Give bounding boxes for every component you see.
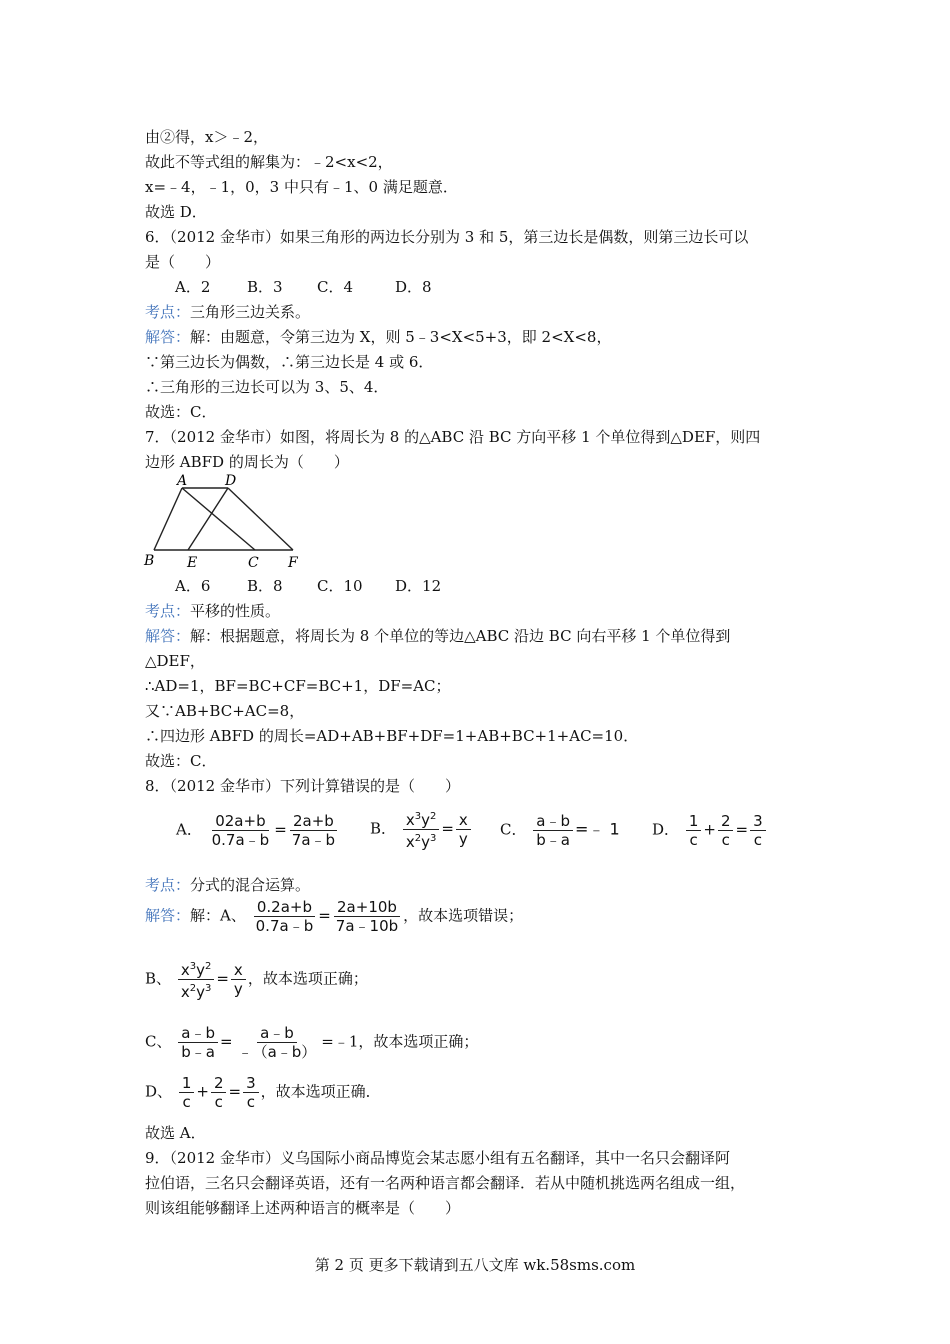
option: A．2	[175, 278, 211, 296]
option: B．3	[247, 278, 283, 296]
jieda-label: 解答：	[145, 906, 191, 925]
question-7-cont: 边形 ABFD 的周长为（ ）	[145, 453, 349, 471]
kaodian-text: 三角形三边关系。	[190, 303, 311, 321]
fraction: $\frac{a﹣b}{b﹣a}$	[533, 812, 573, 849]
text-line: △DEF，	[145, 652, 205, 670]
fraction: $\frac{2a+b}{7a﹣b}$	[291, 812, 336, 849]
text-line: ∴AD=1，BF=BC+CF=BC+1，DF=AC；	[145, 677, 451, 695]
segment-df	[228, 488, 293, 550]
question-8: 8．（2012 金华市）下列计算错误的是（ ）	[145, 777, 460, 795]
text-line: 故选：C．	[145, 752, 217, 770]
solution-b: B、 $\frac{x^3y^2}{x^2y^3}$ = $\frac{x}{y}$ ，故本选项正确；	[145, 958, 368, 1001]
fraction: $\frac{2}{c}$	[211, 1074, 227, 1111]
question-9-cont: 则该组能够翻译上述两种语言的概率是（ ）	[145, 1199, 461, 1217]
jieda	[145, 326, 611, 348]
fraction: $\frac{3}{c}$	[243, 1074, 259, 1111]
jieda	[145, 625, 730, 647]
solution-d: D、 $\frac{1}{c}$ + $\frac{2}{c}$ = $\frac{3}{c}$ ，故本选项正确．	[145, 1074, 381, 1111]
fraction: $\frac{x^3y^2}{x^2y^3}$	[403, 808, 440, 851]
fraction: $\frac{2a+10b}{7a﹣10b}$	[335, 898, 399, 935]
fraction: $\frac{1}{c}$	[179, 1074, 195, 1111]
segment-ab	[154, 488, 182, 550]
kaodian-text: 分式的混合运算。	[190, 876, 311, 894]
solution-a: 解答：解：A、 $\frac{0.2a+b}{0.7a﹣b}$ = $\frac{2a+10b}{7a﹣10b}$ ，故本选项错误；	[145, 898, 524, 935]
text-line: 由②得，x＞﹣2，	[145, 128, 269, 146]
label-a: A	[177, 473, 188, 489]
page-footer: 第 2 页 更多下载请到五八文库 wk.58sms.com	[314, 1256, 636, 1274]
fraction: $\frac{3}{c}$	[750, 812, 766, 849]
text-line: 故选：C．	[145, 403, 217, 421]
jieda-label: 解答：	[145, 328, 191, 346]
text-line: 故选 D．	[145, 203, 207, 221]
kaodian-label: 考点：	[145, 876, 191, 894]
jieda-label: 解答：	[145, 627, 191, 645]
question-9-cont: 拉伯语，三名只会翻译英语，还有一名两种语言都会翻译．若从中随机挑选两名组成一组，	[145, 1174, 746, 1192]
fraction: $\frac{a﹣b}{b﹣a}$	[178, 1024, 218, 1061]
jieda-text: 解：根据题意，将周长为 8 个单位的等边△ABC 沿边 BC 向右平移 1 个单位得到	[190, 627, 731, 645]
fraction: $\frac{1}{c}$	[686, 812, 702, 849]
question-7-options	[175, 575, 441, 597]
option: C．10	[317, 577, 363, 595]
fraction: $\frac{0.2a+b}{0.7a﹣b}$	[255, 898, 314, 935]
segment-ac	[182, 488, 255, 550]
kaodian-label: 考点：	[145, 303, 191, 321]
fraction: $\frac{a﹣b}{﹣(a﹣b)}$	[237, 1024, 317, 1061]
text-line: ∴四边形 ABFD 的周长=AD+AB+BF+DF=1+AB+BC+1+AC=10．	[145, 727, 639, 745]
text-line: 故此不等式组的解集为：﹣2<x<2，	[145, 153, 393, 171]
label-b: B	[144, 553, 155, 569]
option: D．12	[395, 577, 442, 595]
option-label: D．	[652, 820, 680, 839]
kaodian-label: 考点：	[145, 602, 191, 620]
question-6: 6．（2012 金华市）如果三角形的两边长分别为 3 和 5，第三边长是偶数，则第三边长可以	[145, 228, 749, 246]
kaodian	[145, 874, 310, 896]
label-e: E	[187, 555, 198, 571]
q8-option-d: D． $\frac{1}{c}$ + $\frac{2}{c}$ = $\frac{3}{c}$	[652, 812, 768, 849]
option-label: C．	[500, 820, 527, 839]
option: D．8	[395, 278, 432, 296]
text-line: 故选 A．	[145, 1124, 206, 1142]
label-c: C	[248, 555, 259, 571]
text-line: x=﹣4，﹣1，0，3 中只有﹣1、0 满足题意．	[145, 178, 458, 196]
solution-c: C、 $\frac{a﹣b}{b﹣a}$ = $\frac{a﹣b}{﹣(a﹣b)}$ =﹣1，故本选项正确；	[145, 1024, 479, 1061]
kaodian	[145, 301, 310, 323]
fraction: $\frac{x^3y^2}{x^2y^3}$	[178, 958, 215, 1001]
jieda-text: 解：由题意，令第三边为 X，则 5﹣3<X<5+3，即 2<X<8，	[190, 328, 612, 346]
kaodian-text: 平移的性质。	[190, 602, 281, 620]
question-6-cont: 是（ ）	[145, 253, 221, 271]
question-7: 7．（2012 金华市）如图，将周长为 8 的△ABC 沿 BC 方向平移 1 个单位得到△DEF，则四	[145, 428, 761, 446]
label-f: F	[288, 555, 298, 571]
fraction: $\frac{x}{y}$	[456, 811, 471, 848]
text-line: ∵第三边长为偶数，∴第三边长是 4 或 6．	[145, 353, 434, 371]
text-line: 又∵AB+BC+AC=8，	[145, 702, 305, 720]
fraction: $\frac{02a+b}{0.7a﹣b}$	[211, 812, 270, 849]
option-label: A．	[176, 820, 202, 839]
question-9: 9．（2012 金华市）义乌国际小商品博览会某志愿小组有五名翻译，其中一名只会翻译阿	[145, 1149, 730, 1167]
option: B．8	[247, 577, 283, 595]
translation-figure	[140, 470, 315, 575]
q8-option-a: A． $\frac{02a+b}{0.7a﹣b}$ = $\frac{2a+b}{7a﹣b}$	[176, 812, 340, 849]
label-d: D	[225, 473, 237, 489]
fraction: $\frac{2}{c}$	[718, 812, 734, 849]
q8-option-c: C． $\frac{a﹣b}{b﹣a}$ =﹣ 1	[500, 812, 620, 849]
option: C．4	[317, 278, 354, 296]
option: A．6	[175, 577, 211, 595]
fraction: $\frac{x}{y}$	[231, 961, 246, 998]
question-6-options	[175, 276, 432, 298]
text-line: ∴三角形的三边长可以为 3、5、4．	[145, 378, 389, 396]
option-label: B．	[370, 819, 397, 838]
q8-option-b: B． $\frac{x^3y^2}{x^2y^3}$ = $\frac{x}{y}$	[370, 808, 473, 851]
kaodian	[145, 600, 280, 622]
